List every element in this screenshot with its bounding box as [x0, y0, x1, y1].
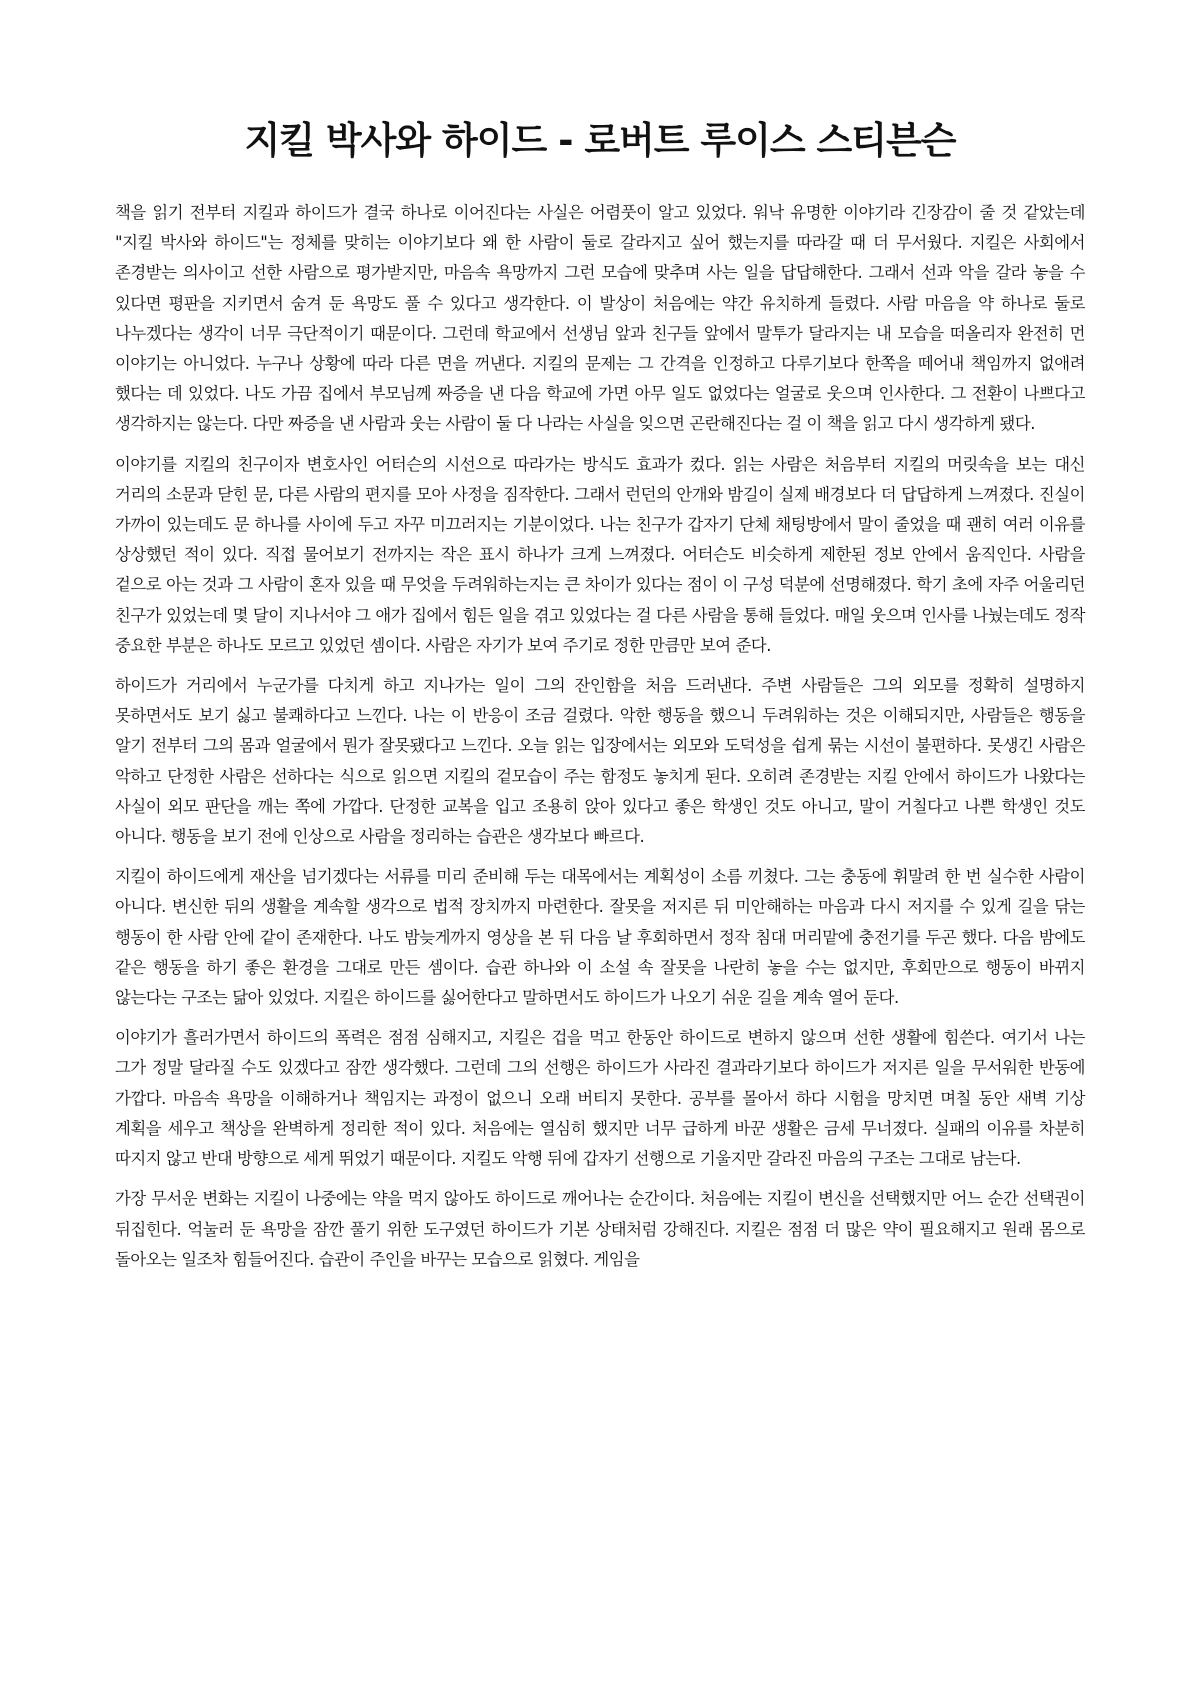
- paragraph: 하이드가 거리에서 누군가를 다치게 하고 지나가는 일이 그의 잔인함을 처음 드러낸다. 주변 사람들은 그의 외모를 정확히 설명하지 못하면서도 보기 싫고 불쾌하다고 느낀다. 나는 이 반응이 조금 걸렸다. 악한 행동을 했으니 두려워하는 것은 이해되지만, 사람들은 행동을 알기 전부터 그의 몸과 얼굴에서 뭔가 잘못됐다고 느낀다. 오늘 읽는 입장에서는 외모와 도덕성을 쉽게 묶는 시선이 불편하다. 못생긴 사람은 악하고 단정한 사람은 선하다는 식으로 읽으면 지킬의 겉모습이 주는 함정도 놓치게 된다. 오히려 존경받는 지킬 안에서 하이드가 나왔다는 사실이 외모 판단을 깨는 쪽에 가깝다. 단정한 교복을 입고 조용히 앉아 있다고 좋은 학생인 것도 아니고, 말이 거칠다고 나쁜 학생인 것도 아니다. 행동을 보기 전에 인상으로 사람을 정리하는 습관은 생각보다 빠르다.: [115, 676, 1085, 847]
- paragraph: 책을 읽기 전부터 지킬과 하이드가 결국 하나로 이어진다는 사실은 어렴풋이 알고 있었다. 워낙 유명한 이야기라 긴장감이 줄 것 같았는데 "지킬 박사와 하이드"는 정체를 맞히는 이야기보다 왜 한 사람이 둘로 갈라지고 싶어 했는지를 따라갈 때 더 무서웠다. 지킬은 사회에서 존경받는 의사이고 선한 사람으로 평가받지만, 마음속 욕망까지 그런 모습에 맞추며 사는 일을 답답해한다. 그래서 선과 악을 갈라 놓을 수 있다면 평판을 지키면서 숨겨 둔 욕망도 풀 수 있다고 생각한다. 이 발상이 처음에는 약간 유치하게 들렸다. 사람 마음을 약 하나로 둘로 나누겠다는 생각이 너무 극단적이기 때문이다. 그런데 학교에서 선생님 앞과 친구들 앞에서 말투가 달라지는 내 모습을 떠올리자 완전히 먼 이야기는 아니었다. 누구나 상황에 따라 다른 면을 꺼낸다. 지킬의 문제는 그 간격을 인정하고 다루기보다 한쪽을 떼어내 책임까지 없애려 했다는 데 있었다. 나도 가끔 집에서 부모님께 짜증을 낸 다음 학교에 가면 아무 일도 없었다는 얼굴로 웃으며 인사한다. 그 전환이 나쁘다고 생각하지는 않는다. 다만 짜증을 낸 사람과 웃는 사람이 둘 다 나라는 사실을 잊으면 곤란해진다는 걸 이 책을 읽고 다시 생각하게 됐다.: [115, 203, 1085, 434]
- document-title: 지킬 박사와 하이드 - 로버트 루이스 스티븐슨: [244, 119, 956, 162]
- document-body: [115, 198, 1085, 1275]
- paragraph: 지킬이 하이드에게 재산을 넘기겠다는 서류를 미리 준비해 두는 대목에서는 계획성이 소름 끼쳤다. 그는 충동에 휘말려 한 번 실수한 사람이 아니다. 변신한 뒤의 생활을 계속할 생각으로 법적 장치까지 마련한다. 잘못을 저지른 뒤 미안해하는 마음과 다시 저지를 수 있게 길을 닦는 행동이 한 사람 안에 같이 존재한다. 나도 밤늦게까지 영상을 본 뒤 다음 날 후회하면서 정작 침대 머리맡에 충전기를 두곤 했다. 다음 밤에도 같은 행동을 하기 좋은 환경을 그대로 만든 셈이다. 습관 하나와 이 소설 속 잘못을 나란히 놓을 수는 없지만, 후회만으로 행동이 바뀌지 않는다는 구조는 닮아 있었다. 지킬은 하이드를 싫어한다고 말하면서도 하이드가 나오기 쉬운 길을 계속 열어 둔다.: [115, 867, 1085, 1008]
- paragraph: 이야기를 지킬의 친구이자 변호사인 어터슨의 시선으로 따라가는 방식도 효과가 컸다. 읽는 사람은 처음부터 지킬의 머릿속을 보는 대신 거리의 소문과 닫힌 문, 다른 사람의 편지를 모아 사정을 짐작한다. 그래서 런던의 안개와 밤길이 실제 배경보다 더 답답하게 느껴졌다. 진실이 가까이 있는데도 문 하나를 사이에 두고 자꾸 미끄러지는 기분이었다. 나는 친구가 갑자기 단체 채팅방에서 말이 줄었을 때 괜히 여러 이유를 상상했던 적이 있다. 직접 물어보기 전까지는 작은 표시 하나가 크게 느껴졌다. 어터슨도 비슷하게 제한된 정보 안에서 움직인다. 사람을 겉으로 아는 것과 그 사람이 혼자 있을 때 무엇을 두려워하는지는 큰 차이가 있다는 점이 이 구성 덕분에 선명해졌다. 학기 초에 자주 어울리던 친구가 있었는데 몇 달이 지나서야 그 애가 집에서 힘든 일을 겪고 있었다는 걸 다른 사람을 통해 들었다. 매일 웃으며 인사를 나눴는데도 정작 중요한 부분은 하나도 모르고 있었던 셈이다. 사람은 자기가 보여 주기로 정한 만큼만 보여 준다.: [115, 454, 1085, 655]
- paragraph: 가장 무서운 변화는 지킬이 나중에는 약을 먹지 않아도 하이드로 깨어나는 순간이다. 처음에는 지킬이 변신을 선택했지만 어느 순간 선택권이 뒤집힌다. 억눌러 둔 욕망을 잠깐 풀기 위한 도구였던 하이드가 기본 상태처럼 강해진다. 지킬은 점점 더 많은 약이 필요해지고 원래 몸으로 돌아오는 일조차 힘들어진다. 습관이 주인을 바꾸는 모습으로 읽혔다. 게임을: [115, 1189, 1085, 1269]
- paragraph: 이야기가 흘러가면서 하이드의 폭력은 점점 심해지고, 지킬은 겁을 먹고 한동안 하이드로 변하지 않으며 선한 생활에 힘쓴다. 여기서 나는 그가 정말 달라질 수도 있겠다고 잠깐 생각했다. 그런데 그의 선행은 하이드가 사라진 결과라기보다 하이드가 저지른 일을 무서워한 반동에 가깝다. 마음속 욕망을 이해하거나 책임지는 과정이 없으니 오래 버티지 못한다. 공부를 몰아서 하다 시험을 망치면 며칠 동안 새벽 기상 계획을 세우고 책상을 완벽하게 정리한 적이 있다. 처음에는 열심히 했지만 너무 급하게 바꾼 생활은 금세 무너졌다. 실패의 이유를 차분히 따지지 않고 반대 방향으로 세게 뛰었기 때문이다. 지킬도 악행 뒤에 갑자기 선행으로 기울지만 갈라진 마음의 구조는 그대로 남는다.: [115, 1028, 1085, 1169]
